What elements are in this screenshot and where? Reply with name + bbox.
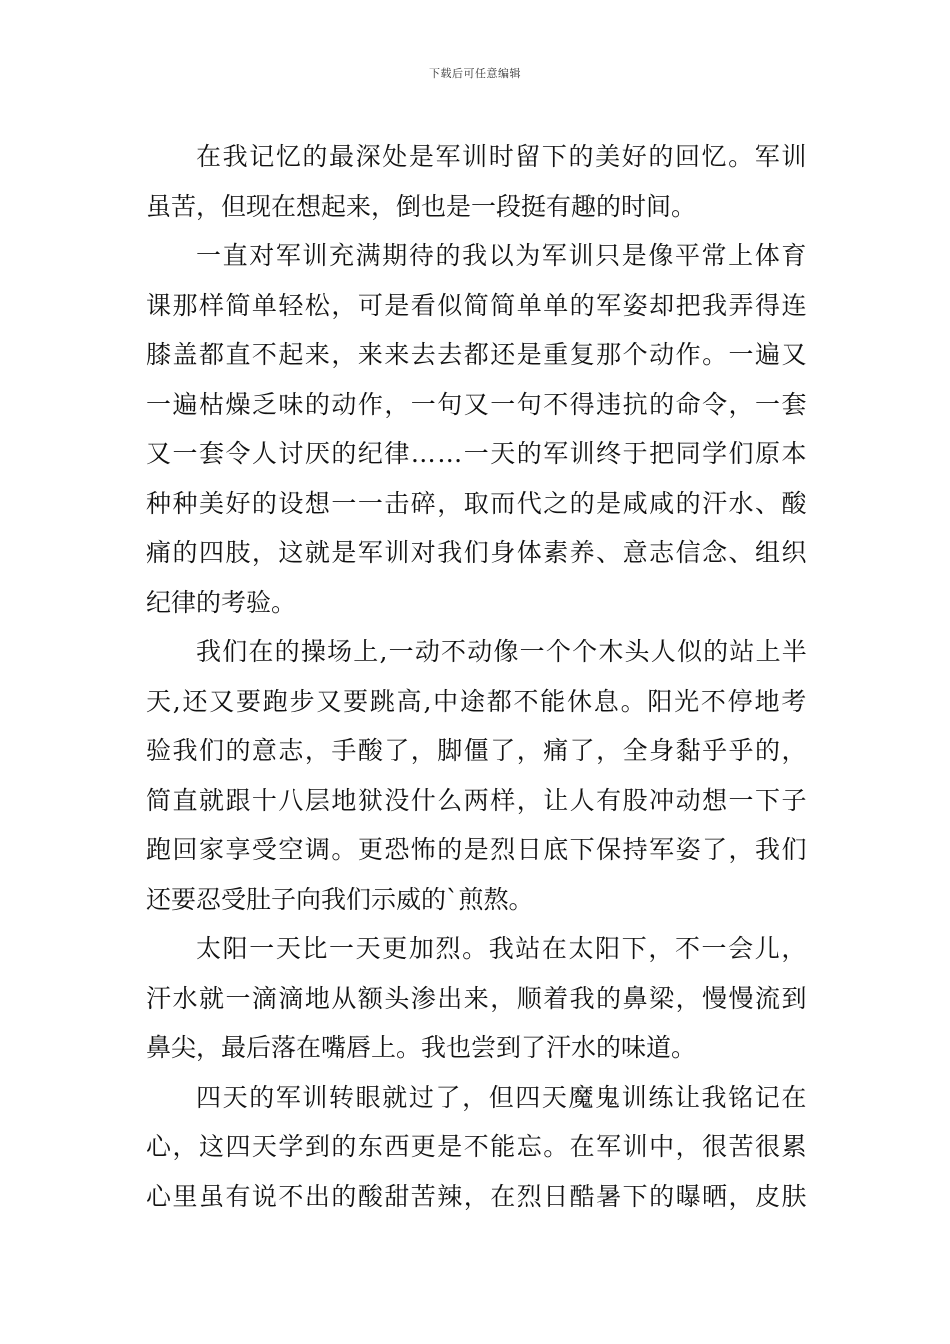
text-line: 纪律的考验。 bbox=[146, 587, 297, 617]
text-line: 在我记忆的最深处是军训时留下的美好的回忆。军训 bbox=[196, 142, 808, 171]
text-line: 汗水就一滴滴地从额头渗出来，顺着我的鼻梁，慢慢流到 bbox=[146, 983, 808, 1013]
text-line: 膝盖都直不起来，来来去去都还是重复那个动作。一遍又 bbox=[146, 340, 808, 369]
text-line: 虽苦，但现在想起来，倒也是一段挺有趣的时间。 bbox=[146, 191, 697, 221]
text-line: 天,还又要跑步又要跳高,中途都不能休息。阳光不停地考 bbox=[146, 686, 808, 716]
text-line: 太阳一天比一天更加烈。我站在太阳下，不一会儿， bbox=[196, 934, 808, 963]
text-line: 验我们的意志，手酸了，脚僵了，痛了，全身黏乎乎的， bbox=[146, 736, 808, 765]
text-line: 心里虽有说不出的酸甜苦辣，在烈日酷暑下的曝晒，皮肤 bbox=[146, 1181, 808, 1211]
text-line: 痛的四肢，这就是军训对我们身体素养、意志信念、组织 bbox=[146, 538, 808, 567]
text-line: 四天的军训转眼就过了，但四天魔鬼训练让我铭记在 bbox=[196, 1082, 808, 1112]
text-line: 心，这四天学到的东西更是不能忘。在军训中，很苦很累 bbox=[146, 1132, 808, 1161]
page-header: 下载后可任意编辑 bbox=[429, 67, 521, 80]
text-line: 跑回家享受空调。更恐怖的是烈日底下保持军姿了，我们 bbox=[146, 835, 808, 864]
text-line: 课那样简单轻松，可是看似简简单单的军姿却把我弄得连 bbox=[146, 290, 808, 320]
text-line: 还要忍受肚子向我们示威的`煎熬。 bbox=[146, 884, 534, 914]
text-line: 又一套令人讨厌的纪律……一天的军训终于把同学们原本 bbox=[146, 439, 808, 468]
text-line: 种种美好的设想一一击碎，取而代之的是咸咸的汗水、酸 bbox=[146, 488, 808, 518]
text-line: 我们在的操场上,一动不动像一个个木头人似的站上半 bbox=[196, 637, 808, 666]
text-line: 一遍枯燥乏味的动作，一句又一句不得违抗的命令，一套 bbox=[146, 389, 808, 419]
text-line: 简直就跟十八层地狱没什么两样，让人有股冲动想一下子 bbox=[146, 785, 808, 815]
text-line: 鼻尖，最后落在嘴唇上。我也尝到了汗水的味道。 bbox=[146, 1033, 697, 1062]
text-line: 一直对军训充满期待的我以为军训只是像平常上体育 bbox=[196, 241, 808, 270]
essay-body bbox=[146, 132, 808, 1221]
